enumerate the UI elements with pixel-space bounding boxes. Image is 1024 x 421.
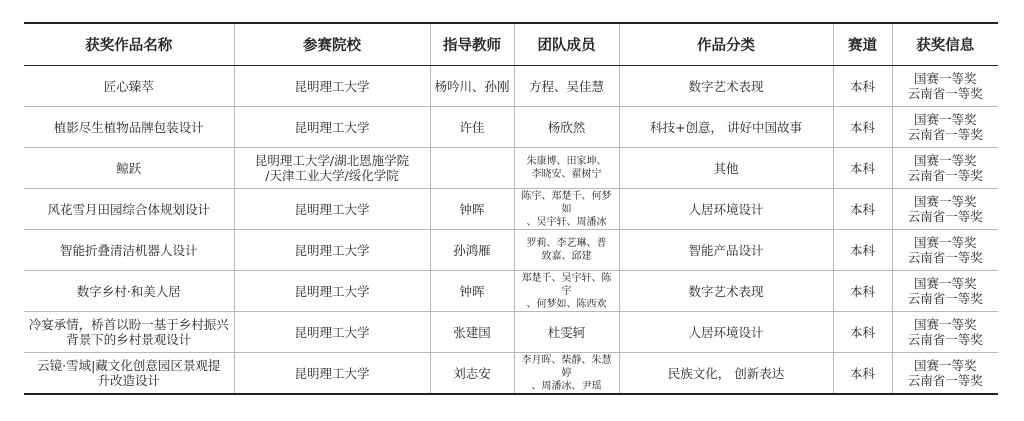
cell-school-line: 昆明理工大学: [294, 242, 370, 258]
cell-work-name-line: 鲸跃: [116, 160, 142, 176]
cell-category: [619, 148, 833, 189]
cell-work-name-line: 匠心臻萃: [103, 78, 154, 94]
cell-track: 本科: [833, 312, 892, 353]
header-school: 参赛院校: [234, 23, 430, 66]
cell-team-members-line: 、吴宇轩、周潘冰: [526, 216, 607, 228]
cell-team-members: [514, 189, 619, 230]
cell-school-line: 昆明理工大学: [294, 283, 370, 299]
cell-team-members: [514, 230, 619, 271]
cell-teacher-line: 许佳: [459, 119, 485, 135]
cell-team-members-line: 、何梦如、陈西欢: [526, 298, 607, 310]
cell-team-members: [514, 107, 619, 148]
header-team-members: 团队成员: [514, 23, 619, 66]
cell-teacher: [430, 66, 514, 107]
cell-teacher: [430, 353, 514, 395]
cell-category: [619, 230, 833, 271]
cell-award-info: [892, 107, 998, 148]
cell-award-info-line: 云南省一等奖: [907, 127, 983, 142]
table-row: [24, 353, 998, 395]
table-row: [24, 230, 998, 271]
cell-school: [234, 353, 430, 395]
table-row: [24, 189, 998, 230]
cell-work-name: [24, 353, 234, 395]
cell-category-line: 其他: [713, 160, 739, 176]
cell-award-info: [892, 312, 998, 353]
cell-track: 本科: [833, 189, 892, 230]
cell-award-info: [892, 66, 998, 107]
cell-work-name: [24, 189, 234, 230]
cell-team-members-line: 李月晖、柴静、朱慧婷: [521, 354, 612, 379]
cell-team-members-line: 杨欣然: [547, 119, 586, 135]
cell-track: 本科: [833, 107, 892, 148]
cell-school: [234, 148, 430, 189]
cell-school: [234, 66, 430, 107]
cell-school: [234, 230, 430, 271]
cell-work-name: [24, 312, 234, 353]
cell-award-info-line: 云南省一等奖: [907, 373, 983, 388]
cell-award-info: [892, 353, 998, 395]
cell-category-line: 数字艺术表现: [688, 78, 764, 94]
cell-award-info-line: 国赛一等奖: [913, 235, 977, 250]
cell-school-line: 昆明理工大学/湖北恩施学院: [254, 153, 410, 168]
cell-school-line: 昆明理工大学: [294, 324, 370, 340]
cell-team-members-line: 、周潘冰、尹瑶: [531, 380, 602, 392]
cell-team-members-line: 郑楚千、吴宇轩、陈宇: [521, 272, 612, 297]
header-award-work-name: 获奖作品名称: [24, 23, 234, 66]
cell-award-info: [892, 271, 998, 312]
header-row: [24, 23, 998, 66]
cell-work-name-line: 云镜·雪域|藏文化创意园区景观提: [37, 358, 221, 373]
cell-award-info-line: 国赛一等奖: [913, 194, 977, 209]
cell-team-members: [514, 66, 619, 107]
cell-work-name-line: 风花雪月田园综合体规划设计: [47, 201, 210, 217]
cell-teacher: [430, 189, 514, 230]
cell-work-name: [24, 66, 234, 107]
cell-award-info-line: 云南省一等奖: [907, 250, 983, 265]
table-row: [24, 271, 998, 312]
cell-category-line: 智能产品设计: [688, 242, 764, 258]
cell-teacher-line: 杨吟川、孙刚: [434, 78, 510, 94]
cell-team-members-line: 致嘉、邱建: [541, 251, 592, 262]
cell-award-info-line: 云南省一等奖: [907, 86, 983, 101]
cell-category-line: 民族文化， 创新表达: [667, 365, 785, 381]
cell-team-members-line: 李晓安、翟树宁: [531, 169, 602, 180]
cell-work-name-line: 升改造设计: [97, 373, 160, 388]
cell-teacher: [430, 312, 514, 353]
cell-school-line: 昆明理工大学: [294, 365, 370, 381]
cell-track: 本科: [833, 230, 892, 271]
cell-school-line: 昆明理工大学: [294, 119, 370, 135]
cell-category-line: 人居环境设计: [688, 201, 764, 217]
cell-category: [619, 353, 833, 395]
cell-category: [619, 107, 833, 148]
cell-award-info-line: 国赛一等奖: [913, 276, 977, 291]
header-category: 作品分类: [619, 23, 833, 66]
cell-award-info: [892, 148, 998, 189]
cell-award-info-line: 国赛一等奖: [913, 71, 977, 86]
header-award-info: 获奖信息: [892, 23, 998, 66]
cell-teacher: [430, 148, 514, 189]
cell-work-name: [24, 271, 234, 312]
cell-team-members: [514, 312, 619, 353]
cell-work-name-line: 背景下的乡村景观设计: [66, 332, 192, 347]
cell-category-line: 科技+创意， 讲好中国故事: [650, 119, 802, 135]
cell-teacher-line: 张建国: [453, 324, 491, 340]
cell-award-info: [892, 230, 998, 271]
cell-team-members-line: 方程、吴佳慧: [528, 78, 604, 94]
cell-award-info-line: 国赛一等奖: [913, 153, 977, 168]
cell-category: [619, 66, 833, 107]
cell-award-info-line: 国赛一等奖: [913, 112, 977, 127]
table-row: [24, 148, 998, 189]
table-header: [24, 23, 998, 66]
cell-award-info-line: 云南省一等奖: [907, 332, 983, 347]
cell-school-line: 昆明理工大学: [294, 201, 370, 217]
cell-category: [619, 271, 833, 312]
cell-teacher: [430, 107, 514, 148]
cell-track: 本科: [833, 66, 892, 107]
cell-work-name-line: 植影尽生植物品牌包装设计: [53, 119, 204, 135]
cell-category: [619, 189, 833, 230]
header-track: 赛道: [833, 23, 892, 66]
cell-teacher-line: 钟晖: [459, 201, 485, 217]
cell-award-info-line: 云南省一等奖: [907, 291, 983, 306]
cell-track: 本科: [833, 271, 892, 312]
cell-school: [234, 271, 430, 312]
cell-track: 本科: [833, 148, 892, 189]
table-row: [24, 312, 998, 353]
cell-team-members-line: 陈宇、郑楚千、何梦如: [521, 190, 612, 215]
cell-teacher-line: 钟晖: [459, 283, 485, 299]
cell-category-line: 人居环境设计: [688, 324, 764, 340]
table-body: [24, 66, 998, 395]
cell-team-members: [514, 271, 619, 312]
cell-team-members-line: 朱康博、田家坤、: [526, 156, 607, 167]
cell-track: 本科: [833, 353, 892, 395]
cell-team-members-line: 杜雯轲: [547, 324, 586, 340]
cell-award-info-line: 云南省一等奖: [907, 168, 983, 183]
cell-team-members: [514, 353, 619, 395]
cell-teacher: [430, 271, 514, 312]
cell-category: [619, 312, 833, 353]
cell-school: [234, 189, 430, 230]
awards-table: [24, 22, 998, 395]
table-row: [24, 107, 998, 148]
cell-teacher-line: 孙鸿雁: [453, 242, 491, 258]
cell-work-name-line: 智能折叠清洁机器人设计: [59, 242, 198, 258]
cell-teacher-line: 刘志安: [453, 365, 491, 381]
cell-work-name: [24, 230, 234, 271]
cell-work-name-line: 冷宴承情，桥首以盼一基于乡村振兴: [28, 317, 229, 332]
cell-work-name: [24, 148, 234, 189]
cell-award-info: [892, 189, 998, 230]
cell-school-line: 昆明理工大学: [294, 78, 370, 94]
cell-work-name: [24, 107, 234, 148]
cell-school: [234, 312, 430, 353]
cell-award-info-line: 国赛一等奖: [913, 358, 977, 373]
cell-school: [234, 107, 430, 148]
cell-school-line: /天津工业大学/绥化学院: [265, 168, 399, 183]
table-row: [24, 66, 998, 107]
cell-team-members-line: 罗莉、李艺琳、普: [526, 238, 607, 249]
cell-work-name-line: 数字乡村·和美人居: [76, 283, 181, 299]
cell-award-info-line: 国赛一等奖: [913, 317, 977, 332]
cell-teacher: [430, 230, 514, 271]
cell-category-line: 数字艺术表现: [688, 283, 764, 299]
cell-award-info-line: 云南省一等奖: [907, 209, 983, 224]
header-teacher: 指导教师: [430, 23, 514, 66]
cell-team-members: [514, 148, 619, 189]
